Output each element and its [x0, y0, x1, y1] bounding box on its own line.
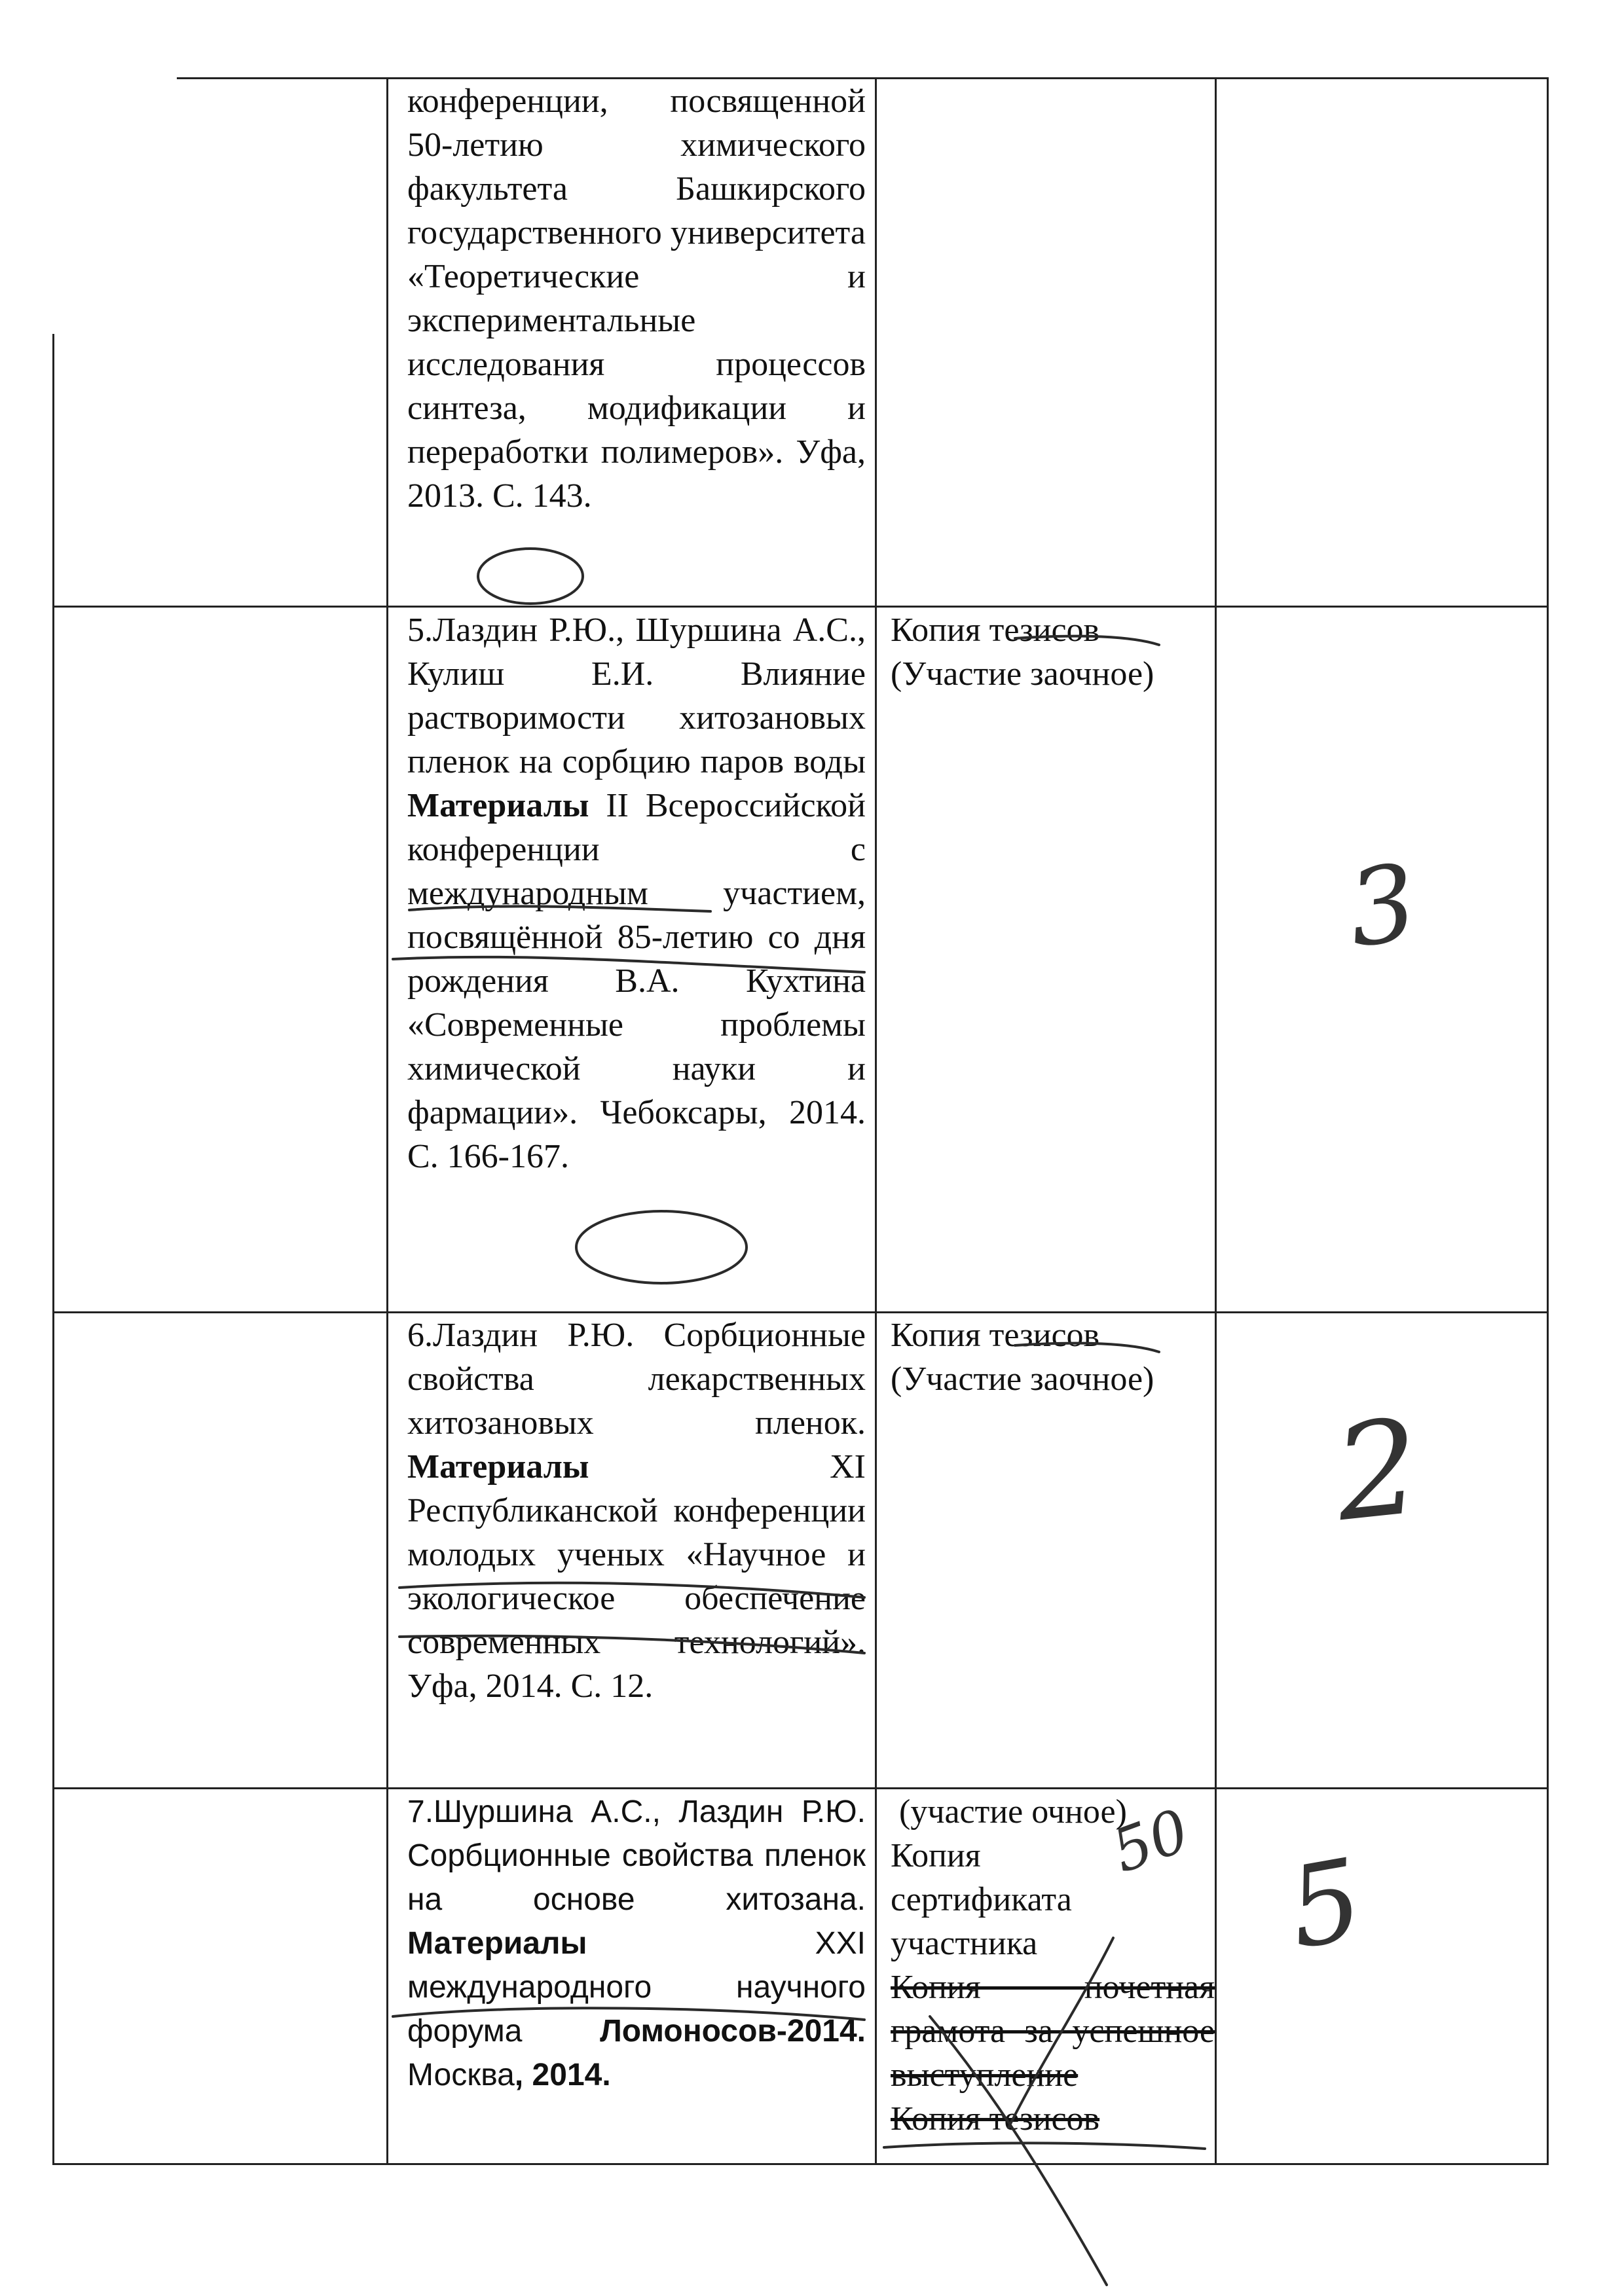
row-4-citation-bold2: Ломоносов-2014.	[600, 2014, 866, 2049]
row-divider-1	[52, 606, 1549, 608]
row-4-doc-type	[891, 1790, 1215, 2141]
row-4-abstract-struck: Копия тезисов	[891, 2100, 1100, 2138]
row-2-citation-prefix: 5.Лаздин Р.Ю., Шуршина А.С., Кулиш Е.И. Влияние растворимости хитозановых пленок на сорбцию паров воды	[407, 611, 866, 780]
row-4-citation-prefix: 7.Шуршина А.С., Лаздин Р.Ю. Сорбционные свойства пленок на основе хитозана.	[407, 1795, 866, 1917]
row-3-doc-type-line1: Копия тезисов	[891, 1317, 1100, 1354]
row-1-citation: конференции, посвященной 50-летию химического факультета Башкирского государственного университета «Теоретические и экспериментальные исследования процессов синтеза, модификации и переработки полимеров». Уфа, 2013. С. 143.	[407, 82, 866, 515]
row-4-score-handwritten: 5	[1279, 1834, 1372, 1975]
column-divider-3	[1215, 77, 1217, 2164]
row-3-doc-type-line2: (Участие заочное)	[891, 1360, 1154, 1398]
row-3-citation-prefix: 6.Лаздин Р.Ю. Сорбционные свойства лекарственных хитозановых пленок.	[407, 1317, 866, 1442]
table-border-left	[52, 334, 54, 2164]
row-4-citation-mid: XXI международного научного форума	[407, 1926, 866, 2049]
column-divider-2	[875, 77, 877, 2164]
row-divider-3	[52, 1787, 1549, 1789]
row-4-text	[407, 1790, 866, 2097]
row-4-diploma-struck: Копия почетная грамота за успешное выступление	[891, 1969, 1215, 2094]
row-2-text	[407, 608, 866, 1178]
row-3-doc-type	[891, 1313, 1215, 1401]
row-4-certificate: Копия сертификата участника	[891, 1837, 1072, 1962]
row-4-citation-tail-bold: , 2014.	[514, 2058, 611, 2092]
table-border-right	[1547, 77, 1549, 2164]
table-border-bottom	[52, 2163, 1549, 2165]
row-2-score-handwritten: 3	[1340, 840, 1424, 972]
row-3-citation-bold: Материалы	[407, 1448, 589, 1485]
row-2-citation-suffix: II Всероссийской конференции с международным участием, посвящённой 85-летию со дня рождения В.А. Кухтина «Современные проблемы химической науки и фармации». Чебоксары, 2014. С. 166-167.	[407, 787, 866, 1175]
row-2-doc-type	[891, 608, 1215, 696]
row-2-doc-type-line2: (Участие заочное)	[891, 655, 1154, 693]
row-4-note-handwritten: 50	[1103, 1796, 1198, 1887]
row-1-text	[407, 79, 866, 518]
row-4-citation-tail: Москва	[407, 2058, 515, 2092]
row-2-citation-bold: Материалы	[407, 787, 589, 824]
row-3-text	[407, 1313, 866, 1708]
row-2-doc-type-line1: Копия тезисов	[891, 611, 1100, 649]
row-4-citation-bold: Материалы	[407, 1926, 587, 1961]
row-3-score-handwritten: 2	[1328, 1390, 1428, 1552]
row-4-participation: (участие очное)	[891, 1793, 1127, 1831]
column-divider-1	[386, 77, 388, 2164]
row-3-citation-suffix: XI Республиканской конференции молодых ученых «Научное и экологическое обеспечение современных технологий». Уфа, 2014. С. 12.	[407, 1448, 866, 1705]
